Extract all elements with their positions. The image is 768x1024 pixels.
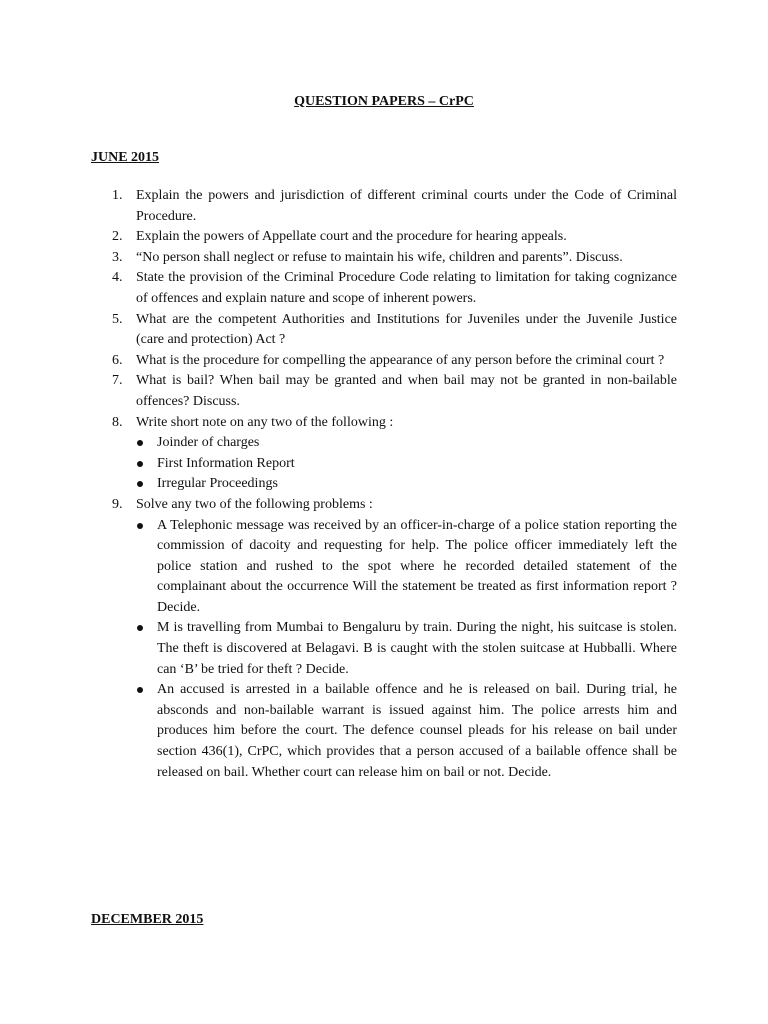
question-number: 1. <box>112 188 123 203</box>
bullet-icon <box>137 523 143 529</box>
section-heading-december-2015: DECEMBER 2015 <box>91 912 204 927</box>
list-item <box>136 474 677 495</box>
bullet-icon <box>137 625 143 631</box>
question-list <box>0 186 768 783</box>
bullet-icon <box>137 687 143 693</box>
question-text: State the provision of the Criminal Procedure Code relating to limitation for taking cognizance of offences and explain nature and scope of inherent powers. <box>136 270 677 306</box>
question-text: What is the procedure for compelling the appearance of any person before the criminal court ? <box>136 352 665 368</box>
list-item <box>136 454 677 475</box>
question-number: 5. <box>112 311 123 327</box>
question-number: 2. <box>112 229 123 245</box>
question-number: 3. <box>112 249 123 265</box>
question-text: What are the competent Authorities and Institutions for Juveniles under the Juvenile Justice (care and protection) Act ? <box>136 311 677 348</box>
short-note-options <box>136 433 677 495</box>
question-number: 9. <box>112 496 123 512</box>
question-number: 8. <box>112 414 123 430</box>
question-item <box>0 413 677 495</box>
list-item <box>136 618 677 680</box>
question-item <box>0 186 677 227</box>
list-item <box>136 516 677 619</box>
question-text: Explain the powers and jurisdiction of different criminal courts under the Code of Criminal Procedure. <box>136 188 677 224</box>
page-title: QUESTION PAPERS – CrPC <box>294 94 474 109</box>
list-item-text: An accused is arrested in a bailable offence and he is released on bail. During trial, he absconds and non-bailable warrant is issued against him. The police arrests him and produces him before the court. The defence counsel pleads for his release on bail under section 436(1), CrPC, which provides that a person accused of a bailable offence shall be released on bail. Whether court can release him on bail or not. Decide. <box>157 682 677 780</box>
question-item <box>0 310 677 351</box>
question-text: Solve any two of the following problems : <box>136 496 373 512</box>
question-text: “No person shall neglect or refuse to maintain his wife, children and parents”. Discuss. <box>136 249 623 265</box>
question-text: Write short note on any two of the following : <box>136 414 394 430</box>
bullet-icon <box>137 481 143 487</box>
question-item <box>0 351 677 372</box>
question-item <box>0 495 677 783</box>
section-heading-june-2015: JUNE 2015 <box>91 150 160 165</box>
question-item <box>0 227 677 248</box>
list-item-text: Irregular Proceedings <box>157 476 278 492</box>
question-item <box>0 371 677 412</box>
question-number: 4. <box>112 270 123 286</box>
question-number: 6. <box>112 352 123 368</box>
question-number: 7. <box>112 373 123 389</box>
list-item-text: M is travelling from Mumbai to Bengaluru by train. During the night, his suitcase is stolen. The theft is discovered at Belagavi. B is caught with the stolen suitcase at Hubballi. Where can ‘B’ be tried for theft ? Decide. <box>157 620 677 677</box>
bullet-icon <box>137 440 143 446</box>
question-item <box>0 248 677 269</box>
list-item <box>136 433 677 454</box>
question-text: What is bail? When bail may be granted and when bail may not be granted in non-bailable offences? Discuss. <box>136 373 677 409</box>
list-item-text: First Information Report <box>157 455 295 471</box>
problem-options <box>136 516 677 784</box>
question-item <box>0 268 677 309</box>
list-item-text: A Telephonic message was received by an officer-in-charge of a police station reporting the commission of dacoity and requesting for help. The police officer immediately left the police station and rushed to the spot where he recorded detailed statement of the complainant about the occurrence Will the statement be treated as first information report ? Decide. <box>157 517 677 615</box>
bullet-icon <box>137 461 143 467</box>
list-item <box>136 680 677 783</box>
question-text: Explain the powers of Appellate court and the procedure for hearing appeals. <box>136 229 567 245</box>
list-item-text: Joinder of charges <box>157 435 260 451</box>
